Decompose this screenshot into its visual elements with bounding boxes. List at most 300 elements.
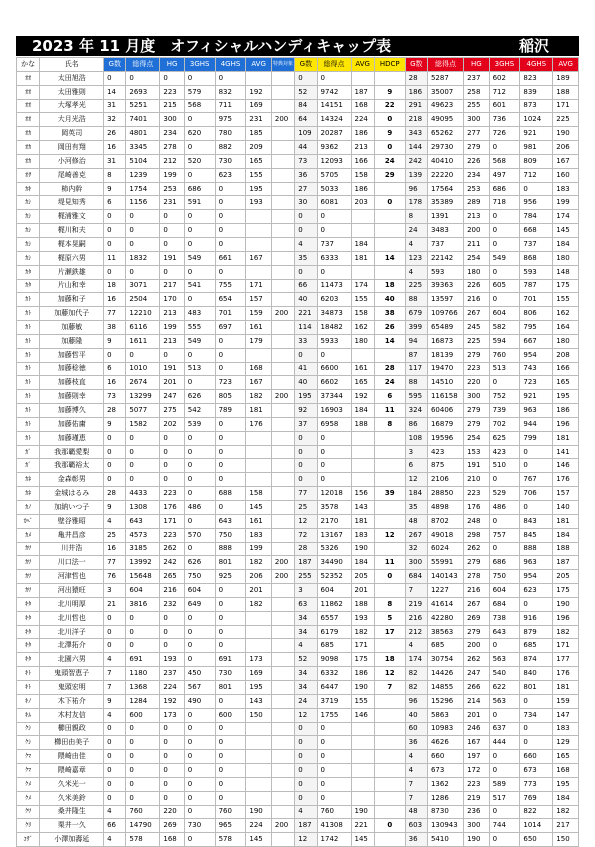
value-cell: 12 xyxy=(405,473,427,487)
value-cell: 279 xyxy=(464,141,489,155)
value-cell: 0 xyxy=(295,750,317,764)
value-cell: 25 xyxy=(295,501,317,515)
value-cell: 195 xyxy=(246,182,271,196)
name-cell: 北園六男 xyxy=(40,653,104,667)
value-cell: 750 xyxy=(184,570,215,584)
value-cell: 184 xyxy=(553,237,579,251)
value-cell: 4433 xyxy=(126,487,160,501)
value-cell: 0 xyxy=(489,764,520,778)
header-hdcp: HDCP xyxy=(374,58,405,72)
value-cell: 165 xyxy=(553,750,579,764)
value-cell: 88 xyxy=(405,293,427,307)
value-cell: 16879 xyxy=(427,417,463,431)
value-cell: 191 xyxy=(464,459,489,473)
value-cell: 214 xyxy=(464,694,489,708)
name-cell: 加藤稔徳 xyxy=(40,362,104,376)
value-cell: 55991 xyxy=(427,556,463,570)
value-cell: 981 xyxy=(520,141,553,155)
value-cell: 219 xyxy=(464,791,489,805)
value-cell: 37344 xyxy=(317,390,351,404)
hdcp-cell: 22 xyxy=(374,99,405,113)
value-cell: 787 xyxy=(520,279,553,293)
value-cell: 221 xyxy=(295,307,317,321)
value-cell xyxy=(271,445,294,459)
value-cell: 190 xyxy=(553,597,579,611)
hdcp-cell: 18 xyxy=(374,279,405,293)
kana-cell: ｶﾄ xyxy=(17,307,40,321)
value-cell: 667 xyxy=(520,334,553,348)
value-cell: 578 xyxy=(126,833,160,847)
value-cell: 11 xyxy=(104,251,126,265)
hdcp-cell xyxy=(374,348,405,362)
value-cell: 789 xyxy=(215,404,246,418)
value-cell: 0 xyxy=(489,265,520,279)
value-cell: 0 xyxy=(184,833,215,847)
name-cell: 梶浦雅文 xyxy=(40,210,104,224)
value-cell: 199 xyxy=(246,542,271,556)
hdcp-cell xyxy=(374,431,405,445)
value-cell: 0 xyxy=(160,431,184,445)
value-cell: 4 xyxy=(405,639,427,653)
value-cell: 0 xyxy=(295,722,317,736)
value-cell: 0 xyxy=(317,777,351,791)
value-cell xyxy=(246,611,271,625)
value-cell: 730 xyxy=(215,154,246,168)
name-cell: 太田雅則 xyxy=(40,85,104,99)
value-cell: 38 xyxy=(104,321,126,335)
value-cell: 6024 xyxy=(427,542,463,556)
value-cell: 679 xyxy=(405,307,427,321)
value-cell xyxy=(271,154,294,168)
table-row xyxy=(17,265,579,279)
kana-cell: ｵｵ xyxy=(17,99,40,113)
value-cell xyxy=(271,805,294,819)
kana-cell: ｵｶ xyxy=(17,141,40,155)
value-cell: 9 xyxy=(104,334,126,348)
value-cell: 223 xyxy=(464,777,489,791)
value-cell: 9362 xyxy=(317,141,351,155)
value-cell: 673 xyxy=(427,764,463,778)
value-cell: 444 xyxy=(489,736,520,750)
hdcp-cell: 14 xyxy=(374,251,405,265)
hdcp-cell: 0 xyxy=(374,819,405,833)
value-cell: 0 xyxy=(215,459,246,473)
kana-cell: ｶｼ xyxy=(17,251,40,265)
value-cell: 200 xyxy=(464,224,489,238)
table-row xyxy=(17,736,579,750)
value-cell: 3185 xyxy=(126,542,160,556)
value-cell: 513 xyxy=(489,362,520,376)
value-cell: 176 xyxy=(160,501,184,515)
name-cell: 加藤哲平 xyxy=(40,348,104,362)
value-cell: 28 xyxy=(104,404,126,418)
value-cell: 279 xyxy=(464,417,489,431)
value-cell xyxy=(246,764,271,778)
value-cell: 0 xyxy=(126,210,160,224)
value-cell: 6203 xyxy=(317,293,351,307)
value-cell: 191 xyxy=(160,251,184,265)
value-cell: 248 xyxy=(464,514,489,528)
value-cell: 298 xyxy=(464,528,489,542)
name-cell: 桑井隆生 xyxy=(40,805,104,819)
value-cell: 7 xyxy=(405,791,427,805)
value-cell: 164 xyxy=(553,321,579,335)
value-cell: 594 xyxy=(489,334,520,348)
name-cell: 柿内幹 xyxy=(40,182,104,196)
kana-cell: ｷﾀ xyxy=(17,653,40,667)
value-cell: 685 xyxy=(427,639,463,653)
hdcp-cell: 12 xyxy=(374,667,405,681)
value-cell xyxy=(246,431,271,445)
value-cell: 66 xyxy=(295,279,317,293)
value-cell: 130943 xyxy=(427,819,463,833)
hdcp-cell: 9 xyxy=(374,127,405,141)
value-cell: 35007 xyxy=(427,85,463,99)
value-cell: 832 xyxy=(215,85,246,99)
table-row xyxy=(17,639,579,653)
name-cell: 亀井昌彦 xyxy=(40,528,104,542)
table-row xyxy=(17,570,579,584)
value-cell: 965 xyxy=(215,819,246,833)
kana-cell: ｶﾄ xyxy=(17,376,40,390)
value-cell: 0 xyxy=(184,445,215,459)
value-cell: 0 xyxy=(104,210,126,224)
value-cell: 94 xyxy=(405,334,427,348)
value-cell: 595 xyxy=(405,390,427,404)
table-row xyxy=(17,85,579,99)
value-cell: 254 xyxy=(464,431,489,445)
value-cell: 3345 xyxy=(126,141,160,155)
value-cell: 0 xyxy=(126,791,160,805)
value-cell: 7 xyxy=(104,667,126,681)
hdcp-cell: 11 xyxy=(374,404,405,418)
value-cell: 956 xyxy=(520,196,553,210)
value-cell: 171 xyxy=(160,514,184,528)
kana-cell: ｶﾄ xyxy=(17,334,40,348)
value-cell: 701 xyxy=(215,307,246,321)
value-cell: 0 xyxy=(215,334,246,348)
value-cell: 0 xyxy=(160,791,184,805)
name-cell: 金城はるみ xyxy=(40,487,104,501)
kana-cell: ｶﾍﾞ xyxy=(17,514,40,528)
value-cell: 109766 xyxy=(427,307,463,321)
value-cell: 267 xyxy=(464,307,489,321)
value-cell: 156 xyxy=(351,487,374,501)
value-cell: 179 xyxy=(246,334,271,348)
hdcp-cell xyxy=(374,736,405,750)
value-cell: 181 xyxy=(553,680,579,694)
value-cell: 888 xyxy=(215,542,246,556)
value-cell: 0 xyxy=(126,736,160,750)
value-cell: 217 xyxy=(553,819,579,833)
value-cell: 0 xyxy=(489,639,520,653)
value-cell: 0 xyxy=(160,625,184,639)
value-cell: 1239 xyxy=(126,168,160,182)
value-cell: 155 xyxy=(351,293,374,307)
value-cell: 92 xyxy=(295,404,317,418)
value-cell: 5287 xyxy=(427,71,463,85)
value-cell: 181 xyxy=(553,431,579,445)
value-cell: 0 xyxy=(295,210,317,224)
value-cell: 0 xyxy=(126,473,160,487)
value-cell xyxy=(271,514,294,528)
value-cell: 0 xyxy=(184,141,215,155)
value-cell: 0 xyxy=(215,625,246,639)
value-cell: 673 xyxy=(520,764,553,778)
hdcp-cell xyxy=(374,514,405,528)
value-cell: 2674 xyxy=(126,376,160,390)
value-cell: 42280 xyxy=(427,611,463,625)
value-cell: 158 xyxy=(351,307,374,321)
value-cell: 0 xyxy=(104,625,126,639)
value-cell: 4 xyxy=(405,265,427,279)
value-cell: 604 xyxy=(489,307,520,321)
value-cell: 809 xyxy=(520,154,553,168)
value-cell: 0 xyxy=(489,224,520,238)
value-cell: 76 xyxy=(104,570,126,584)
value-cell: 155 xyxy=(246,168,271,182)
value-cell xyxy=(246,639,271,653)
value-cell: 206 xyxy=(246,570,271,584)
value-cell: 169 xyxy=(246,99,271,113)
value-cell: 201 xyxy=(351,584,374,598)
value-cell: 0 xyxy=(215,722,246,736)
value-cell xyxy=(271,182,294,196)
value-cell: 4 xyxy=(295,805,317,819)
value-cell xyxy=(271,362,294,376)
value-cell: 1156 xyxy=(126,196,160,210)
value-cell xyxy=(271,764,294,778)
kana-cell: ｷﾑ xyxy=(17,708,40,722)
header-period-total: 総得点 xyxy=(317,58,351,72)
value-cell: 874 xyxy=(520,653,553,667)
value-cell: 760 xyxy=(489,348,520,362)
value-cell: 805 xyxy=(215,390,246,404)
value-cell: 0 xyxy=(215,473,246,487)
table-row xyxy=(17,487,579,501)
value-cell xyxy=(271,611,294,625)
value-cell: 0 xyxy=(520,459,553,473)
value-cell xyxy=(246,791,271,805)
value-cell: 176 xyxy=(553,473,579,487)
value-cell: 823 xyxy=(520,71,553,85)
value-cell: 6 xyxy=(104,196,126,210)
value-cell: 921 xyxy=(520,390,553,404)
value-cell: 73 xyxy=(295,154,317,168)
value-cell: 195 xyxy=(553,390,579,404)
table-row xyxy=(17,196,579,210)
value-cell: 0 xyxy=(184,293,215,307)
value-cell: 48 xyxy=(405,805,427,819)
value-cell: 0 xyxy=(160,459,184,473)
value-cell: 191 xyxy=(160,362,184,376)
value-cell: 184 xyxy=(351,556,374,570)
value-cell: 0 xyxy=(317,348,351,362)
value-cell: 0 xyxy=(215,597,246,611)
value-cell: 737 xyxy=(520,237,553,251)
value-cell: 29730 xyxy=(427,141,463,155)
value-cell: 795 xyxy=(520,321,553,335)
value-cell: 712 xyxy=(520,168,553,182)
value-cell xyxy=(351,348,374,362)
kana-cell: ｷﾀ xyxy=(17,611,40,625)
value-cell: 799 xyxy=(520,431,553,445)
kana-cell: ｶﾄ xyxy=(17,362,40,376)
value-cell: 5410 xyxy=(427,833,463,847)
value-cell: 540 xyxy=(489,667,520,681)
value-cell: 13992 xyxy=(126,556,160,570)
value-cell: 209 xyxy=(246,141,271,155)
value-cell: 0 xyxy=(126,750,160,764)
name-cell: 我那覇裕太 xyxy=(40,459,104,473)
kana-cell: ｶﾄ xyxy=(17,417,40,431)
value-cell: 167 xyxy=(246,376,271,390)
value-cell: 193 xyxy=(246,196,271,210)
value-cell: 0 xyxy=(215,777,246,791)
value-cell: 40 xyxy=(295,293,317,307)
value-cell: 1010 xyxy=(126,362,160,376)
value-cell: 267 xyxy=(464,597,489,611)
value-cell: 108 xyxy=(405,431,427,445)
kana-cell: ｷﾉ xyxy=(17,694,40,708)
value-cell: 300 xyxy=(160,113,184,127)
value-cell: 780 xyxy=(215,127,246,141)
value-cell xyxy=(271,293,294,307)
value-cell: 10983 xyxy=(427,722,463,736)
kana-cell: ｶｼ xyxy=(17,224,40,238)
hdcp-cell: 0 xyxy=(374,196,405,210)
value-cell: 702 xyxy=(489,417,520,431)
value-cell: 0 xyxy=(126,639,160,653)
value-cell: 601 xyxy=(489,99,520,113)
value-cell: 187 xyxy=(295,556,317,570)
value-cell: 0 xyxy=(160,639,184,653)
value-cell: 750 xyxy=(215,528,246,542)
value-cell: 216 xyxy=(464,584,489,598)
value-cell: 192 xyxy=(246,85,271,99)
value-cell: 0 xyxy=(215,224,246,238)
value-cell: 175 xyxy=(553,584,579,598)
name-cell: 河出猿旺 xyxy=(40,584,104,598)
value-cell: 275 xyxy=(160,404,184,418)
value-cell: 1308 xyxy=(126,501,160,515)
value-cell: 300 xyxy=(464,113,489,127)
value-cell: 176 xyxy=(464,501,489,515)
value-cell: 117 xyxy=(405,362,427,376)
value-cell: 171 xyxy=(553,639,579,653)
value-cell: 563 xyxy=(489,653,520,667)
title-bar xyxy=(16,36,579,56)
value-cell: 737 xyxy=(427,237,463,251)
value-cell: 181 xyxy=(246,404,271,418)
value-cell: 175 xyxy=(553,279,579,293)
value-cell: 34 xyxy=(295,625,317,639)
value-cell: 157 xyxy=(246,293,271,307)
value-cell: 0 xyxy=(184,113,215,127)
value-cell: 269 xyxy=(464,611,489,625)
value-cell: 167 xyxy=(246,251,271,265)
value-cell: 199 xyxy=(160,321,184,335)
name-cell: 片瀬鉄雄 xyxy=(40,265,104,279)
table-body xyxy=(17,71,579,846)
value-cell: 0 xyxy=(295,431,317,445)
hdcp-cell: 24 xyxy=(374,376,405,390)
value-cell: 423 xyxy=(489,445,520,459)
value-cell: 0 xyxy=(295,473,317,487)
kana-cell: ｶﾜ xyxy=(17,570,40,584)
value-cell: 603 xyxy=(405,819,427,833)
name-cell: 小河修治 xyxy=(40,154,104,168)
value-cell: 140143 xyxy=(427,570,463,584)
table-row xyxy=(17,279,579,293)
hdcp-cell: 5 xyxy=(374,611,405,625)
handicap-table xyxy=(16,57,579,847)
table-row xyxy=(17,348,579,362)
kana-cell: ｶﾜ xyxy=(17,584,40,598)
value-cell: 218 xyxy=(405,113,427,127)
value-cell: 752 xyxy=(489,390,520,404)
value-cell: 604 xyxy=(317,584,351,598)
value-cell: 0 xyxy=(184,750,215,764)
value-cell: 279 xyxy=(464,625,489,639)
value-cell: 72 xyxy=(295,528,317,542)
value-cell xyxy=(246,459,271,473)
value-cell: 0 xyxy=(215,210,246,224)
value-cell: 4 xyxy=(405,750,427,764)
value-cell: 11862 xyxy=(317,597,351,611)
kana-cell: ｶﾞ xyxy=(17,445,40,459)
value-cell: 723 xyxy=(215,376,246,390)
hdcp-cell xyxy=(374,639,405,653)
value-cell: 14 xyxy=(104,85,126,99)
value-cell: 0 xyxy=(317,71,351,85)
value-cell: 77 xyxy=(104,556,126,570)
value-cell: 0 xyxy=(520,722,553,736)
name-cell: 久米光一 xyxy=(40,777,104,791)
table-row xyxy=(17,113,579,127)
value-cell: 7 xyxy=(405,584,427,598)
value-cell: 145 xyxy=(351,833,374,847)
value-cell: 1014 xyxy=(520,819,553,833)
table-row xyxy=(17,168,579,182)
value-cell: 174 xyxy=(553,210,579,224)
value-cell: 206 xyxy=(553,141,579,155)
table-row xyxy=(17,417,579,431)
value-cell: 0 xyxy=(184,168,215,182)
value-cell: 40 xyxy=(295,376,317,390)
value-cell: 190 xyxy=(553,127,579,141)
value-cell: 3 xyxy=(295,584,317,598)
value-cell: 0 xyxy=(184,487,215,501)
value-cell: 84 xyxy=(295,99,317,113)
value-cell: 6557 xyxy=(317,611,351,625)
value-cell xyxy=(271,639,294,653)
value-cell: 0 xyxy=(126,431,160,445)
value-cell: 177 xyxy=(553,653,579,667)
value-cell: 34 xyxy=(295,667,317,681)
value-cell: 0 xyxy=(489,833,520,847)
value-cell: 231 xyxy=(246,113,271,127)
value-cell xyxy=(271,597,294,611)
table-row xyxy=(17,154,579,168)
hdcp-cell: 14 xyxy=(374,334,405,348)
value-cell: 3578 xyxy=(317,501,351,515)
kana-cell: ｶﾄ xyxy=(17,390,40,404)
value-cell: 155 xyxy=(553,293,579,307)
value-cell: 195 xyxy=(246,680,271,694)
value-cell: 963 xyxy=(520,404,553,418)
kana-cell: ｶﾄ xyxy=(17,431,40,445)
